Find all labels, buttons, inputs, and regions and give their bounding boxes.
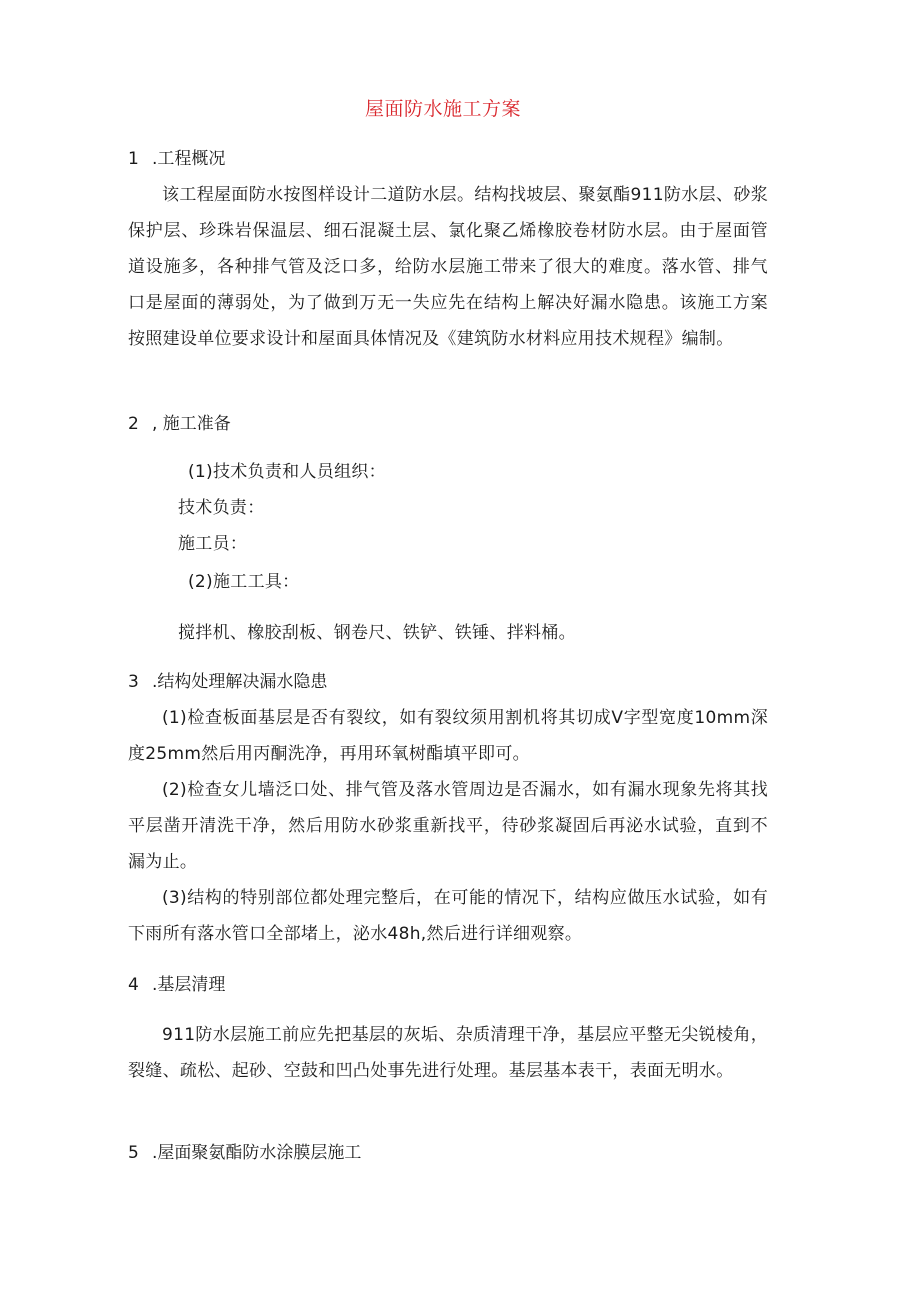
section-2-title: , 施工准备 [152,414,231,434]
section-2-heading [128,413,231,435]
section-2-item-2: (2)施工工具： [188,572,300,592]
section-5-number: 5 [128,1143,139,1163]
section-3-number: 3 [128,672,139,692]
section-3-heading [128,671,327,693]
tools-list: 搅拌机、橡胶刮板、钢卷尺、铁铲、铁锤、拌料桶。 [178,623,576,643]
section-4-number: 4 [128,975,139,995]
section-2-number: 2 [128,414,139,434]
section-5-title: .屋面聚氨酯防水涂膜层施工 [152,1143,362,1163]
section-2-item-1: (1)技术负责和人员组织： [188,462,386,482]
section-5-heading [128,1142,361,1164]
section-1-body: 该工程屋面防水按图样设计二道防水层。结构找坡层、聚氨酯911防水层、砂浆保护层、珍珠岩保温层、细石混凝土层、氯化聚乙烯橡胶卷材防水层。由于屋面管道设施多，各种排气管及泛口多，给防水层施工带来了很大的难度。落水管、排气口是屋面的薄弱处，为了做到万无一失应先在结构上解决好漏水隐患。该施工方案按照建设单位要求设计和屋面具体情况及《建筑防水材料应用技术规程》编制。 [128,185,768,349]
worker-label: 施工员： [178,534,248,554]
section-1-heading [128,148,225,170]
section-4-body: 911防水层施工前应先把基层的灰垢、杂质清理干净，基层应平整无尖锐棱角，裂缝、疏松、起砂、空鼓和凹凸处事先进行处理。基层基本表干，表面无明水。 [128,1025,768,1081]
section-1-title: .工程概况 [152,149,226,169]
section-3-title: .结构处理解决漏水隐患 [152,672,328,692]
section-1-number: 1 [128,149,139,169]
section-3-item-2: (2)检查女儿墙泛口处、排气管及落水管周边是否漏水，如有漏水现象先将其找平层凿开清洗干净，然后用防水砂浆重新找平，待砂浆凝固后再泌水试验，直到不漏为止。 [128,780,768,872]
section-4-title: .基层清理 [152,975,226,995]
section-3-item-3: (3)结构的特别部位都处理完整后，在可能的情况下，结构应做压水试验，如有下雨所有落水管口全部堵上，泌水48h,然后进行详细观察。 [128,888,768,944]
tech-lead-label: 技术负责： [178,498,265,518]
section-3-item-1: (1)检查板面基层是否有裂纹，如有裂纹须用割机将其切成V字型宽度10mm深度25mm然后用丙酮洗净，再用环氧树酯填平即可。 [128,708,768,764]
document-title: 屋面防水施工方案 [364,98,521,120]
section-4-heading [128,974,225,996]
